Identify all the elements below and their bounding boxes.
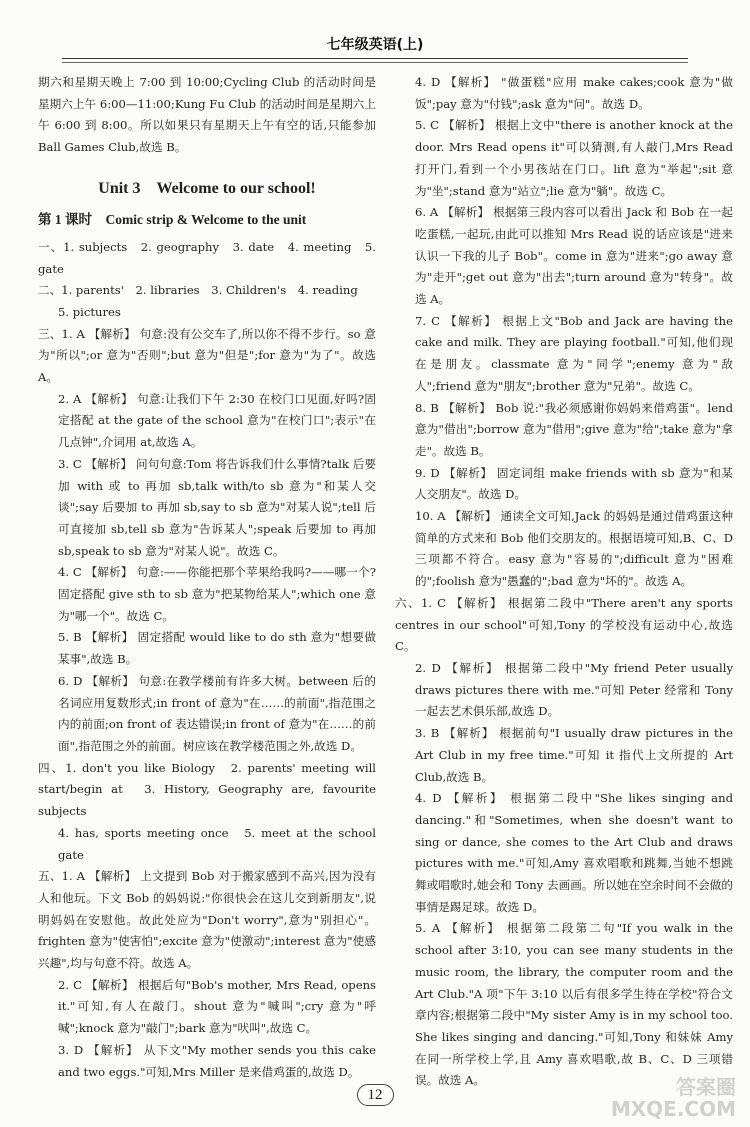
section-answers: 二、1. parents' 2. libraries 3. Children's 4. reading [38,283,358,298]
answer-paragraph: 期六和星期天晚上 7:00 到 10:00;Cycling Club 的活动时间是星期六上午 6:00—11:00;Kung Fu Club 的活动时间是星期六上午 6:00 到 8:00。所以如果只有星期天上午有空的话,只能参加 Ball Games Club,故选 B。 [38,75,376,155]
answer-explanation: 六、1. C 【解析】 根据第二段中"There aren't any sports centres in our school"可知,Tony 的学校没有运动中心,故选 C。 [395,595,733,654]
answer-explanation: 5. B 【解析】 固定搭配 would like to do sth 意为"想要做某事",故选 B。 [58,630,376,667]
answer-explanation: 5. C 【解析】 根据上文中"there is another knock at the door. Mrs Read opens it"可以猜测,有人敲门,Mrs Read 打开门,看到一个小男孩站在门口。lift 意为"举起";sit 意为"坐";stand 意为"站立";lie 意为"躺"。故选 C。 [415,118,733,198]
answer-explanation: 三、1. A 【解析】 句意:没有公交车了,所以你不得不步行。so 意为"所以";or 意为"否则";but 意为"但是";for 意为"为了"。故选 A。 [38,326,376,385]
answer-explanation: 6. D 【解析】 句意:在教学楼前有许多大树。between 后的名词应用复数形式;in front of 意为"在……的前面",指范围之内的前面;on front of 表达错误;in front of 意为"在……的前面",指范围之外的前面。树应该在教学楼范围之外,故选 D。 [58,673,376,753]
page-number-text: 12 [357,1084,394,1106]
watermark: 答案圈 MXQE.COM [610,1075,736,1121]
answer-explanation: 9. D 【解析】 固定词组 make friends with sb 意为"和某人交朋友"。故选 D。 [415,465,733,502]
answer-explanation: 8. B 【解析】 Bob 说:"我必须感谢你妈妈来借鸡蛋"。lend 意为"借出";borrow 意为"借用";give 意为"给";take 意为"拿走"。故选 B。 [415,400,733,458]
answer-explanation: 4. D 【解析】 根据第二段中"She likes singing and dancing."和"Sometimes, when she doesn't want to sing or dance, she comes to the Art Club and draws pictures with me."可知,Amy 喜欢唱歌和跳舞,当她不想跳舞或唱歌时,她会和 Tony 去画画。所以她在空余时间不会做的事情是踢足球。故选 D。 [415,791,733,914]
answer-explanation: 5. A 【解析】 根据第二段第二句"If you walk in the school after 3:10, you can see many students in the music room, the library, the computer room and the Art Club."A 项"下午 3:10 以后有很多学生待在学校"符合文章内容;根据第二段中"My sister Amy is in my school too. She likes singing and dancing."可知,Tony 和妹妹 Amy 在同一所学校上学,且 Amy 喜欢唱歌,故 B、C、D 三项错误。故选 A。 [415,921,733,1088]
answer-explanation: 3. D 【解析】 从下文"My mother sends you this cake and two eggs."可知,Mrs Miller 是来借鸡蛋的,故选 D。 [58,1042,376,1079]
section-answers: 5. pictures [58,304,121,319]
section-answers: 一、1. subjects 2. geography 3. date 4. meeting 5. gate [38,239,376,276]
answer-explanation: 3. C 【解析】 问句句意:Tom 将告诉我们什么事情?talk 后要加 with 或 to 再加 sb,talk with/to sb 意为"和某人交谈";say 后要加 to 再加 sb,say to sb 意为"对某人说";tell 后可直接加 sb,tell sb 意为"告诉某人";speak 后要加 to 再加 sb,speak to sb 意为"对某人说"。故选 C。 [58,456,376,558]
left-column [38,72,376,1083]
answer-explanation: 7. C 【解析】 根据上文"Bob and Jack are having the cake and milk. They are playing football."可知,他们现在是朋友。classmate 意为"同学";enemy 意为"敌人";friend 意为"朋友";brother 意为"兄弟"。故选 C。 [415,313,733,393]
unit-title: Unit 3 Welcome to our school! [98,179,316,197]
answer-explanation: 4. D 【解析】 "做蛋糕"应用 make cakes;cook 意为"做饭";pay 意为"付钱";ask 意为"问"。故选 D。 [415,75,733,111]
header-rule [62,58,688,59]
answer-explanation: 2. A 【解析】 句意:让我们下午 2:30 在校门口见面,好吗?固定搭配 at the gate of the school 意为"在校门口";表示"在几点钟",介词用 at,故选 A。 [58,391,376,450]
answer-explanation: 10. A 【解析】 通读全文可知,Jack 的妈妈是通过借鸡蛋这种简单的方式来和 Bob 他们交朋友的。根据语境可知,B、C、D 三项都不符合。easy 意为"容易的";difficult 意为"困难的";foolish 意为"愚蠢的";bad 意为"坏的"。故选 A。 [415,509,733,589]
lesson-title: 第 1 课时 Comic strip & Welcome to the unit [38,211,307,227]
answer-explanation: 3. B 【解析】 根据前句"I usually draw pictures in the Art Club in my free time."可知 it 指代上文所提的 Art Club,故选 B。 [415,726,733,784]
answer-explanation: 2. D 【解析】 根据第二段中"My friend Peter usually draws pictures there with me."可知 Peter 经常和 Tony 一起去艺术俱乐部,故选 D。 [415,660,733,719]
answer-explanation: 6. A 【解析】 根据第三段内容可以看出 Jack 和 Bob 在一起吃蛋糕,一起玩,由此可以推知 Mrs Read 说的话应该是"进来认识一下我的儿子 Bob"。come in 意为"进来";go away 意为"走开";get out 意为"出去";turn around 意为"转身"。故选 A。 [415,205,733,307]
answer-explanation: 4. C 【解析】 句意:——你能把那个苹果给我吗?——哪一个?固定搭配 give sth to sb 意为"把某物给某人";which one 意为"哪一个"。故选 C。 [58,565,376,623]
section-answers: 四、1. don't you like Biology 2. parents' meeting will start/begin at 3. History, Geography are, favourite subjects [38,760,376,819]
right-column [395,72,733,1092]
answer-explanation: 五、1. A 【解析】 上文提到 Bob 对于搬家感到不高兴,因为没有人和他玩。下文 Bob 的妈妈说:"你很快会在这儿交到新朋友",说明妈妈在安慰他。故此处应为"Don't worry",意为"别担心"。frighten 意为"使害怕";excite 意为"使激动";interest 意为"使感兴趣",均与句意不符。故选 A。 [38,869,376,971]
page-header-title: 七年级英语(上) [326,37,424,53]
section-answers: 4. has, sports meeting once 5. meet at the school gate [58,825,376,862]
header-rule-thin [62,62,688,63]
answer-explanation: 2. C 【解析】 根据后句"Bob's mother, Mrs Read, opens it."可知,有人在敲门。shout 意为"喊叫";cry 意为"呼喊";knock 意为"敲门";bark 意为"吠叫",故选 C。 [58,977,376,1036]
